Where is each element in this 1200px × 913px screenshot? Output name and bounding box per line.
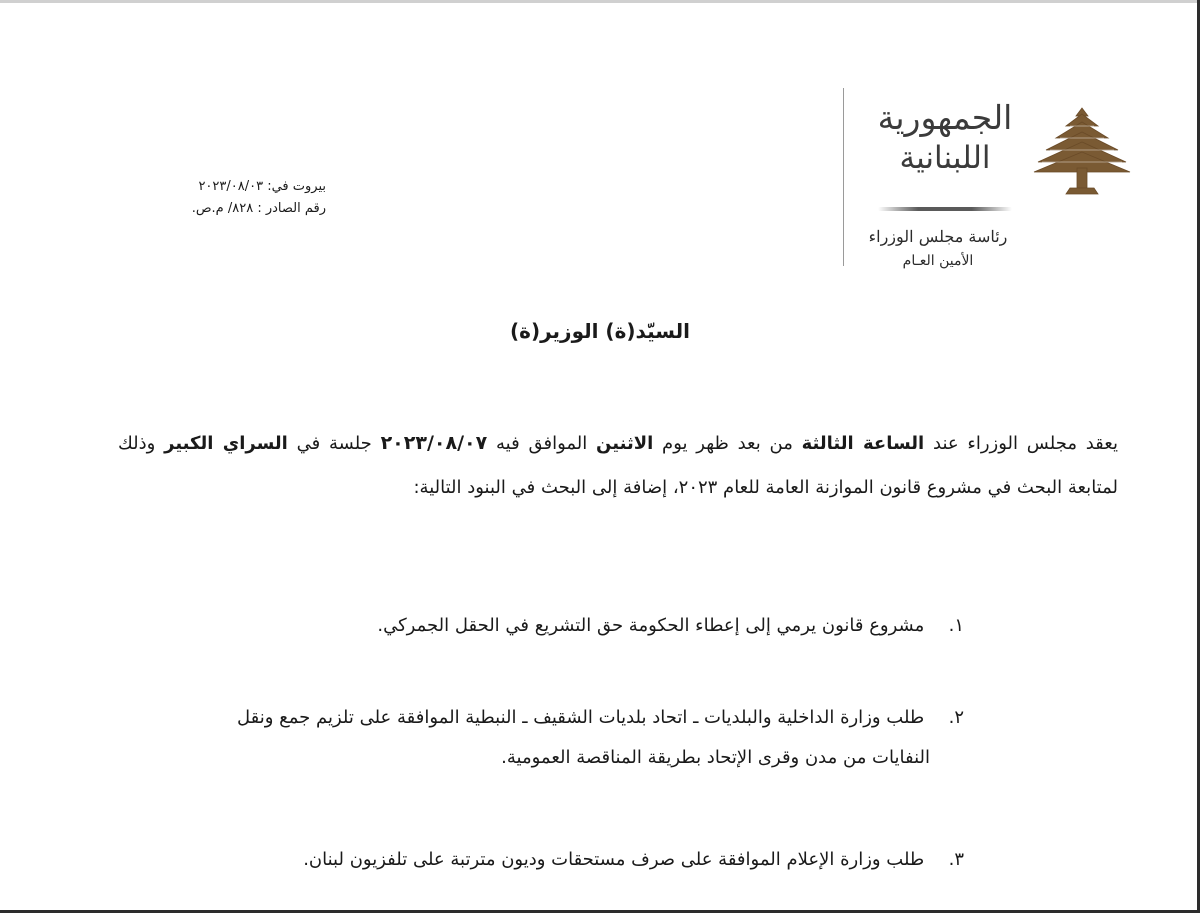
body-paragraph [118,421,1118,510]
meeting-date: ٢٠٢٣/٠٨/٠٧ [380,432,488,454]
agenda-item [118,698,964,778]
letterhead-divider [843,88,844,266]
agenda-item-text: مشروع قانون يرمي إلى إعطاء الحكومة حق التشريع في الحقل الجمركي. [377,615,925,636]
agenda-item [118,840,964,880]
body-text-5: وذلك لمتابعة البحث في مشروع قانون الموازنة العامة للعام ٢٠٢٣، إضافة إلى البحث في البنود التالية: [118,433,1118,498]
office-title: الأمين العـام [902,253,974,269]
reference-number: رقم الصادر : ٨٢٨/ م.ص. [191,201,326,216]
emblem-underline [878,207,1012,211]
agenda-item-text: طلب وزارة الداخلية والبلديات ـ اتحاد بلديات الشقيف ـ النبطية الموافقة على تلزيم جمع ونقل [236,707,925,728]
meeting-time: الساعة الثالثة [801,433,925,454]
agenda-item-number: ٢. [948,707,964,728]
cedar-tree-icon [1032,106,1132,198]
agenda-item-text: طلب وزارة الإعلام الموافقة على صرف مستحقات وديون مترتبة على تلفزيون لبنان. [303,849,925,870]
meeting-place: السراي الكبير [164,433,288,454]
body-text-4: جلسة في [287,433,381,454]
body-text-2: من بعد ظهر يوم [653,433,802,454]
page-top-edge [0,0,1200,3]
emblem-title-line2: اللبنانية [899,140,991,176]
body-text-1: يعقد مجلس الوزراء عند [924,433,1118,454]
issue-date: بيروت في: ٢٠٢٣/٠٨/٠٣ [198,179,326,194]
office-name: رئاسة مجلس الوزراء [868,227,1008,246]
issuing-office [848,224,1028,272]
agenda-item-number: ٣. [948,849,964,870]
emblem-title-line1: الجمهورية [877,98,1013,137]
body-text-3: الموافق فيه [487,433,597,454]
agenda-item-text-continued: النفايات من مدن وقرى الإتحاد بطريقة المناقصة العمومية. [501,747,930,768]
salutation: السيّد(ة) الوزير(ة) [510,319,690,343]
state-emblem-title [866,98,1024,178]
meeting-day: الاثنين [596,433,654,454]
document-meta [110,176,326,220]
agenda-item [118,606,964,646]
agenda-item-number: ١. [948,615,964,636]
